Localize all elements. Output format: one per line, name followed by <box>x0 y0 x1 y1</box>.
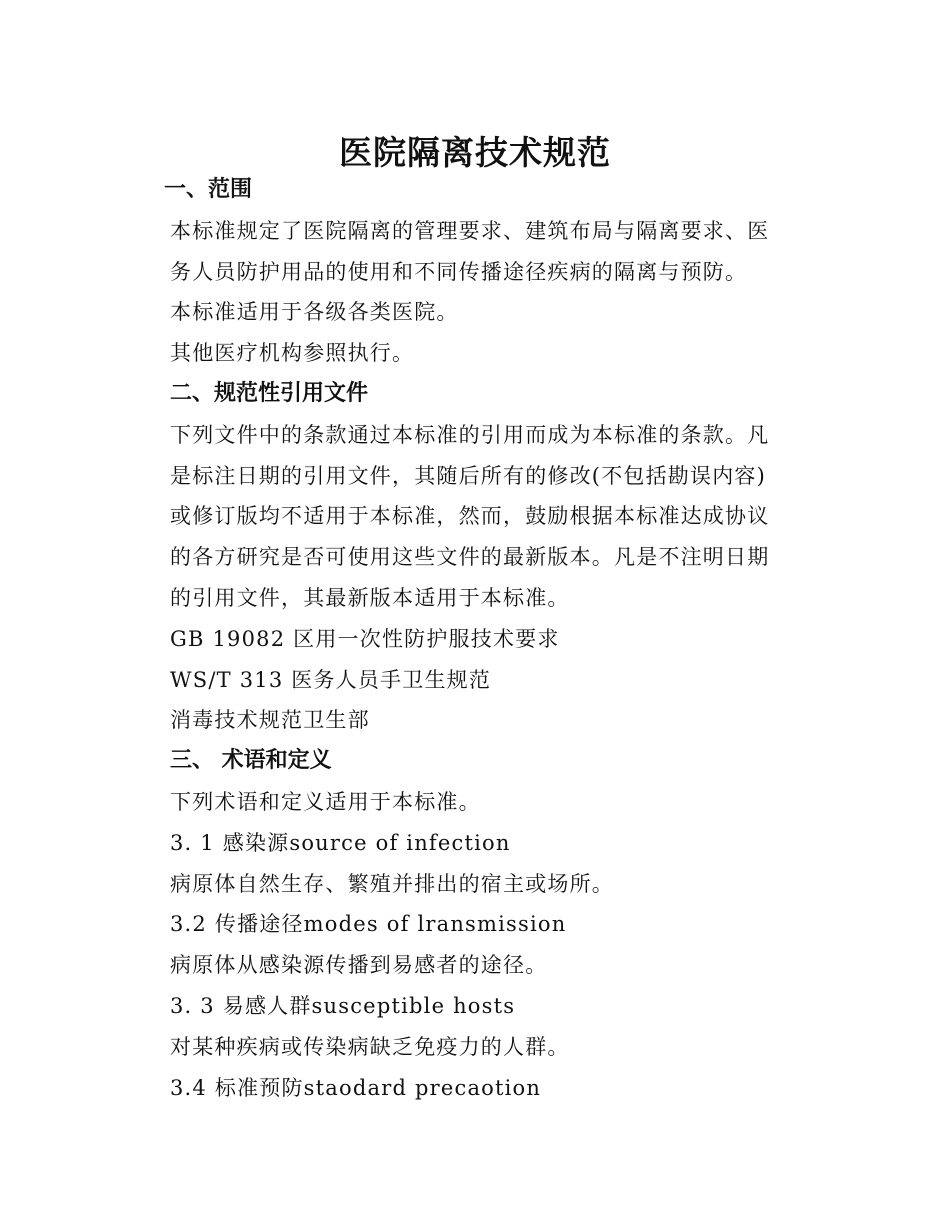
section-terms <box>170 741 810 1108</box>
paragraph-line: 其他医疗机构参照执行。 <box>170 341 415 366</box>
document-title: 医院隔离技术规范 <box>339 133 611 172</box>
term-entry: 3. 3 易感人群susceptible hosts <box>170 993 516 1018</box>
section-references <box>170 374 810 741</box>
paragraph-line: 的引用文件，其最新版本适用于本标准。 <box>170 585 570 610</box>
terms-intro: 下列术语和定义适用于本标准。 <box>170 789 481 814</box>
paragraph-line: 是标注日期的引用文件，其随后所有的修改(不包括勘误内容) <box>170 463 766 488</box>
section-heading-terms: 三、 术语和定义 <box>170 748 332 774</box>
paragraph-line: 本标准适用于各级各类医院。 <box>170 300 459 325</box>
section-scope <box>164 170 810 374</box>
reference-item: WS/T 313 医务人员手卫生规范 <box>170 667 492 692</box>
paragraph-line: 的各方研究是否可使用这些文件的最新版本。凡是不注明日期 <box>170 545 770 570</box>
paragraph-line: 本标准规定了医院隔离的管理要求、建筑布局与隔离要求、医 <box>170 218 770 243</box>
section-heading-scope: 一、范围 <box>164 177 253 202</box>
term-entry: 3. 1 感染源source of infection <box>170 830 511 855</box>
term-entry: 3.2 传播途径modes of lransmission <box>170 912 567 937</box>
paragraph-line: 务人员防护用品的使用和不同传播途径疾病的隔离与预防。 <box>170 259 748 284</box>
reference-item: 消毒技术规范卫生部 <box>170 708 370 733</box>
reference-item: GB 19082 区用一次性防护服技术要求 <box>170 626 560 651</box>
paragraph-line: 下列文件中的条款通过本标准的引用而成为本标准的条款。凡 <box>170 422 770 447</box>
term-definition: 病原体从感染源传播到易感者的途径。 <box>170 953 548 978</box>
term-entry: 3.4 标准预防staodard precaotion <box>170 1075 542 1100</box>
term-definition: 病原体自然生存、繁殖并排出的宿主或场所。 <box>170 871 614 896</box>
section-heading-references: 二、规范性引用文件 <box>170 380 369 406</box>
document-body <box>164 170 810 1108</box>
term-definition: 对某种疾病或传染病缺乏免疫力的人群。 <box>170 1034 570 1059</box>
paragraph-line: 或修订版均不适用于本标准，然而，鼓励根据本标准达成协议 <box>170 504 770 529</box>
